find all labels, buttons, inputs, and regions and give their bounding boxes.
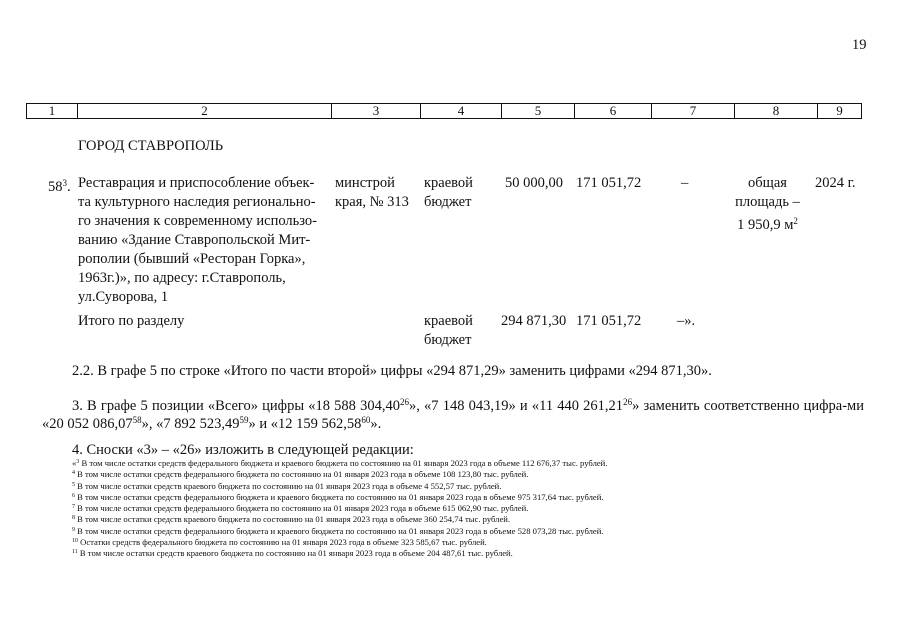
- capacity-area-value: 1 950,9 м: [737, 217, 794, 233]
- footnote: [72, 492, 862, 503]
- footnote: [72, 503, 862, 514]
- column-header-5: 5: [502, 104, 575, 118]
- para3-sup: 58: [132, 415, 142, 425]
- para3-sup: 59: [239, 415, 249, 425]
- column-header-9: 9: [836, 103, 843, 118]
- funding-line: краевой: [424, 175, 473, 191]
- col6-value: 171 051,72: [576, 175, 642, 191]
- ministry-line: минстрой: [335, 175, 395, 191]
- row-number-value: 58: [48, 179, 63, 195]
- completion-year: 2024 г.: [815, 175, 856, 191]
- para3-sup: 26: [399, 397, 409, 407]
- page-number: 19: [852, 37, 867, 53]
- total-funding-line: бюджет: [424, 332, 472, 348]
- para3-text: », «7 148 043,19» и «11 440 261,21: [408, 398, 624, 414]
- footnote-text: В том числе остатки средств федерального бюджета и краевого бюджета по состоянию на 01 января 2023 года в объеме 528 073,28 тыс. рублей.: [75, 525, 604, 536]
- para3-sup: 26: [623, 397, 633, 407]
- description-line: ванию «Здание Ставропольской Мит-: [78, 232, 311, 248]
- paragraph-2-2: 2.2. В графе 5 по строке «Итого по части второй» цифры «294 871,29» заменить цифрами «294 871,30».: [72, 363, 712, 379]
- footnote: [72, 469, 862, 480]
- footnote-marker: 9: [72, 526, 75, 533]
- footnote-marker: 7: [72, 504, 75, 511]
- description-line: рополии (бывший «Ресторан Горка»,: [78, 251, 306, 267]
- footnote-marker: 10: [72, 538, 78, 545]
- total-label: Итого по разделу: [78, 313, 185, 329]
- description-line: 1963г.)», по адресу: г.Ставрополь,: [78, 270, 286, 286]
- description-line: та культурного наследия регионально-: [78, 194, 316, 210]
- para3-text: » заменить соответственно цифра-ми «20 052 086,07: [42, 398, 864, 432]
- footnote-marker: 11: [72, 549, 78, 556]
- ministry-line: края, № 313: [335, 194, 409, 210]
- footnote-text: В том числе остатки средств федерального бюджета по состоянию на 01 января 2023 года в объеме 108 123,80 тыс. рублей.: [75, 469, 529, 480]
- paragraph-4: 4. Сноски «3» – «26» изложить в следующей редакции:: [72, 442, 414, 458]
- footnote-pre: «: [72, 458, 77, 468]
- para3-text: 3. В графе 5 позиции «Всего» цифры «18 588 304,40: [72, 398, 400, 414]
- footnote-text: В том числе остатки средств федерального бюджета по состоянию на 01 января 2023 года в объеме 615 062,90 тыс. рублей.: [75, 503, 529, 514]
- row-number: [48, 174, 71, 197]
- para3-sup: 60: [361, 415, 371, 425]
- footnote: [72, 548, 862, 559]
- col5-value: 50 000,00: [505, 175, 563, 191]
- footnote: [72, 458, 862, 469]
- para3-text: » и «12 159 562,58: [248, 416, 362, 432]
- footnote-marker: 5: [72, 481, 75, 488]
- row-number-sup: 3: [62, 178, 67, 188]
- funding-source-cell: [424, 174, 494, 212]
- footnote: [72, 537, 862, 548]
- object-description: [78, 174, 328, 307]
- column-header-4: 4: [421, 104, 502, 118]
- footnote-marker: 8: [72, 515, 75, 522]
- total-col5-value: 294 871,30: [501, 313, 567, 329]
- footnote-text: Остатки средств федерального бюджета по состоянию на 01 января 2023 года в объеме 323 585,67 тыс. рублей.: [78, 537, 487, 548]
- para3-text: », «7 892 523,49: [141, 416, 240, 432]
- column-header-8: 8: [735, 104, 818, 118]
- column-header-row: [26, 103, 862, 119]
- footnote: [72, 526, 862, 537]
- ministry-cell: [335, 174, 415, 212]
- footnote-text: В том числе остатки средств краевого бюджета по состоянию на 01 января 2023 года в объеме 4 552,57 тыс. рублей.: [75, 480, 502, 491]
- footnote-text: В том числе остатки средств федерального бюджета и краевого бюджета по состоянию на 01 января 2023 года в объеме 975 317,64 тыс. рублей.: [75, 491, 604, 502]
- total-funding-line: краевой: [424, 313, 473, 329]
- capacity-cell: [730, 174, 805, 235]
- total-funding-source: [424, 312, 494, 350]
- col7-value: –: [681, 175, 689, 191]
- column-header-1: 1: [27, 104, 78, 118]
- total-col6-value: 171 051,72: [576, 313, 642, 329]
- footnote-text: В том числе остатки средств краевого бюджета по состоянию на 01 января 2023 года в объеме 360 254,74 тыс. рублей.: [75, 514, 511, 525]
- footnote-marker: 4: [72, 470, 75, 477]
- capacity-line: общая: [748, 175, 787, 191]
- capacity-line: площадь –: [735, 194, 800, 210]
- funding-line: бюджет: [424, 194, 472, 210]
- column-header-3: 3: [332, 104, 421, 118]
- capacity-area-sup: 2: [793, 216, 798, 226]
- footnote-text: В том числе остатки средств федерального бюджета и краевого бюджета по состоянию на 01 января 2023 года в объеме 112 676,37 тыс. рублей.: [79, 458, 608, 468]
- footnote: [72, 514, 862, 525]
- description-line: Реставрация и приспособление объек-: [78, 175, 315, 191]
- footnote: [72, 481, 862, 492]
- capacity-area: [730, 212, 805, 235]
- description-line: го значения к современному использо-: [78, 213, 317, 229]
- paragraph-3: [42, 397, 864, 433]
- column-header-6: 6: [575, 104, 652, 118]
- total-col7-value: –».: [677, 313, 696, 329]
- description-line: ул.Суворова, 1: [78, 289, 169, 305]
- footnote-list: [72, 458, 862, 560]
- column-header-7: 7: [652, 104, 735, 118]
- footnote-text: В том числе остатки средств краевого бюджета по состоянию на 01 января 2023 года в объеме 204 487,61 тыс. рублей.: [77, 548, 513, 559]
- para3-text: ».: [370, 416, 382, 432]
- column-header-2: 2: [78, 104, 332, 118]
- footnote-marker: 3: [76, 459, 80, 465]
- footnote-marker: 6: [72, 492, 75, 499]
- row-number-suffix: .: [67, 179, 71, 195]
- section-title: ГОРОД СТАВРОПОЛЬ: [78, 138, 224, 154]
